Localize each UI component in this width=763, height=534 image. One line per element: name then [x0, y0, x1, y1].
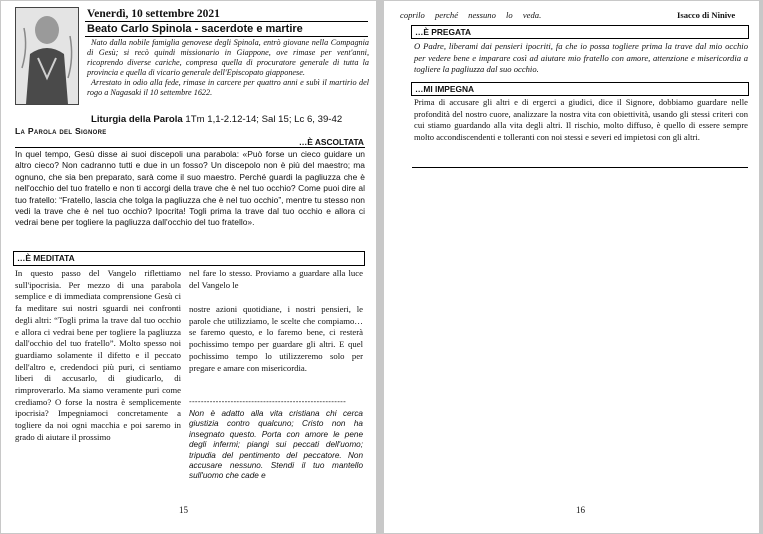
- meditation-column-2: nostre azioni quotidiane, i nostri pensieri, le parole che utilizziamo, le scelte che compiamo… se faremo questo, e lo faremo bene, ci resterà pochissimo tempo per guardare gli altri. E quel pochissimo tempo lo utilizzeremo solo per pregare e amare con misericordia.: [189, 304, 363, 373]
- gospel-text: In quel tempo, Gesù disse ai suoi discepoli una parabola: «Può forse un cieco guidare un altro cieco? Non cadranno tutti e due in un fosso? Un discepolo non è più del maestro; ma ognuno, che sia ben preparato, sarà come il suo maestro. Perché guardi la pagliuzza che è nell'occhio del tuo fratello e non ti accorgi della trave che è nel tuo occhio? Come puoi dire al tuo fratello: “Fratello, lascia che tolga la pagliuzza che è nel tuo occhio”, mentre tu stesso non vedi la trave che è nel tuo occhio? Ipocrita! Togli prima la trave dal tuo occhio e allora ci vedrai bene per togliere la pagliuzza dall'occhio del tuo fratello».: [15, 149, 365, 228]
- divider: [85, 36, 368, 37]
- parola-heading: La Parola del Signore: [15, 126, 107, 136]
- meditation-column-1: In questo passo del Vangelo riflettiamo sull'ipocrisia. Per mezzo di una parabola semplice e di immediata comprensione Gesù ci fa meditare sui nostri sguardi nei confronti degli altri: “Togli prima la trave dal tuo occhio e allora ci vedrai bene per togliere la pagliuzza dall'occhio del tuo fratello”. Molto spesso noi guardiamo solamente il difetto e il peccato dell'altro e, credendoci più puri, ci sentiamo liberi di accusarlo, di giudicarlo, di rimproverarlo. Ma siamo veramente puri come crediamo? O forse la nostra è semplicemente ipocrisia? Impegniamoci concretamente a togliere da noi ogni macchia e poi saremo in grado di aiutare il prossimo: [15, 268, 181, 442]
- saint-portrait-image: [15, 7, 79, 105]
- divider: [412, 167, 748, 168]
- liturgy-readings: 1Tm 1,1-2.12-14; Sal 15; Lc 6, 39-42: [185, 114, 343, 125]
- liturgy-label: Liturgia della Parola: [91, 114, 183, 125]
- liturgy-line: [91, 114, 342, 125]
- divider: [15, 147, 365, 148]
- divider: [85, 21, 368, 22]
- saint-quote: Non è adatto alla vita cristiana chi cerca giustizia contro qualcuno; Cristo non ha insegnato questo. Porta con amore le pene degli infermi; piangi sui peccati dell'uomo; tripudia del pentimento del peccatore. Non accusare nessuno. Stendi il tuo mantello sull'uomo che cade e: [189, 409, 363, 481]
- quote-author: Isacco di Ninive: [677, 10, 736, 20]
- saint-biography: [87, 38, 369, 99]
- meditation-column-2-top: nel fare lo stesso. Proviamo a guardare alla luce del Vangelo le: [189, 268, 363, 290]
- page-15: [1, 1, 376, 533]
- ascoltata-heading: …È ASCOLTATA: [298, 137, 364, 147]
- separator-dashes: -----------------------------------------------------: [189, 397, 347, 406]
- bio-paragraph: Nato dalla nobile famiglia genovese degli Spinola, entrò giovane nella Compagnia di Gesù; si recò quindi missionario in Giappone, ove rimase per vent'anni, ricoprendo diverse cariche, compresa quella di procuratore generale di tutta la provincia e quella di vicario generale dell'Episcopato giapponese.: [87, 38, 369, 78]
- prayer-text: O Padre, liberami dai pensieri ipocriti, fa che io possa togliere prima la trave dal mio occhio per vedere bene e imparare così ad aiutare mio fratello con amore, attenzione e misericordia a togliere la pagliuzza dal suo occhio.: [414, 41, 748, 74]
- date-heading: Venerdì, 10 settembre 2021: [87, 8, 220, 20]
- page-number: 16: [576, 505, 585, 515]
- commitment-text: Prima di accusare gli altri e di ergerci a giudici, dice il Signore, dobbiamo guardare nelle profondità del nostro cuore, analizzare la nostra vita con obiettività, usando gli stessi criteri con cui stiamo guardando alla vita degli altri. Il rischio, molto diffuso, è quello di essere sempre molto accondiscendenti e tolleranti con noi stessi e severi ed impietosi con gli altri.: [414, 97, 748, 142]
- page-number: 15: [179, 505, 188, 515]
- quote-ending: coprilo perché nessuno lo veda.: [400, 10, 542, 20]
- bio-paragraph: Arrestato in odio alla fede, rimase in carcere per quattro anni e subì il martirio del rogo a Nagasaki il 10 settembre 1622.: [87, 78, 369, 98]
- pregata-heading: …È PREGATA: [411, 25, 749, 39]
- meditata-heading: …È MEDITATA: [13, 251, 365, 266]
- page-16: [384, 1, 759, 533]
- saint-title: Beato Carlo Spinola - sacerdote e martire: [87, 23, 303, 35]
- impegna-heading: …MI IMPEGNA: [411, 82, 749, 96]
